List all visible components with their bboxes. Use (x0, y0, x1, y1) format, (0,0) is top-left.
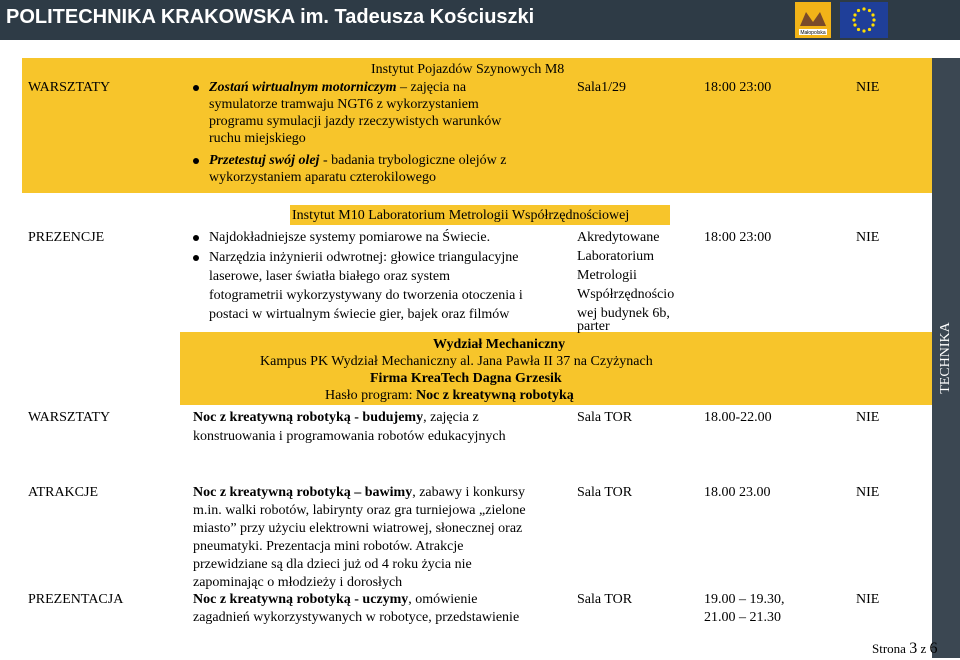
page-mid: z (917, 641, 930, 656)
activity-description-line: postaci w wirtualnym świecie gier, bajek oraz filmów (209, 307, 510, 322)
room-label: Sala TOR (577, 592, 633, 607)
activity-type-warsztaty: WARSZTATY (28, 410, 111, 425)
room-label: parter (577, 319, 610, 334)
svg-text:Małopolska: Małopolska (800, 30, 826, 36)
activity-description-line (193, 484, 525, 501)
time-range: 18.00 23.00 (704, 485, 771, 500)
room-label: Sala TOR (577, 410, 633, 425)
activity-description-line: zagadnień wykorzystywanych w robotyce, przedstawienie (193, 610, 520, 625)
activity-description-line: przewidziane są dla dzieci już od 4 roku życia nie (193, 557, 472, 572)
activity-description-line: fotogrametrii wykorzystywany do tworzenia otoczenia i (209, 288, 523, 303)
page-total: 6 (929, 640, 938, 657)
reservation-flag: NIE (856, 592, 880, 607)
activity-text: , zabawy i konkursy (412, 485, 525, 500)
reservation-flag: NIE (856, 485, 880, 500)
activity-description-line: Narzędzia inżynierii odwrotnej: głowice triangulacyjne (209, 250, 519, 265)
reservation-flag: NIE (856, 410, 880, 425)
room-label: Akredytowane (577, 230, 660, 245)
activity-type-prezentacja: PREZENTACJA (28, 592, 124, 607)
reservation-flag: NIE (856, 80, 880, 95)
program-motto (325, 387, 574, 404)
activity-description-line: wykorzystaniem aparatu czterokilowego (209, 170, 437, 185)
activity-title: Noc z kreatywną robotyką - uczymy (193, 592, 409, 607)
room-label: Laboratorium (577, 249, 654, 264)
room-label: Współrzędnościo (577, 287, 675, 302)
institute-title-m10: Instytut M10 Laboratorium Metrologii Współrzędnościowej (292, 208, 630, 223)
institute-title-m8: Instytut Pojazdów Szynowych M8 (371, 62, 565, 77)
malopolska-logo-icon (795, 2, 831, 38)
room-label: Sala1/29 (577, 80, 626, 95)
room-label: Metrologii (577, 268, 637, 283)
time-range: 18:00 23:00 (704, 230, 772, 245)
bullet-icon (193, 158, 199, 164)
activity-description-line: zapominając o młodzieży i dorosłych (193, 575, 403, 590)
activity-description-line: m.in. walki robotów, labirynty oraz gra turniejowa „zielone (193, 503, 526, 518)
page-prefix: Strona (872, 641, 910, 656)
time-range: 18.00-22.00 (704, 410, 772, 425)
motto-label: Hasło program: (325, 388, 416, 403)
activity-description-line: miasto” przy użyciu elektrowni wiatrowej, słonecznej oraz (193, 521, 523, 536)
activity-type-warsztaty: WARSZTATY (28, 80, 111, 95)
activity-description-line: konstruowania i programowania robotów edukacyjnych (193, 429, 506, 444)
activity-text: , zajęcia z (423, 410, 479, 425)
page-number (872, 640, 937, 658)
activity-type-atrakcje: ATRAKCJE (28, 485, 99, 500)
activity-description-line: programu symulacji jazdy rzeczywistych warunków (209, 114, 502, 129)
time-range: 18:00 23:00 (704, 80, 772, 95)
activity-title: Noc z kreatywną robotyką – bawimy (193, 485, 413, 500)
reservation-flag: NIE (856, 230, 880, 245)
bullet-icon (193, 85, 199, 91)
activity-text: - badania trybologiczne olejów z (319, 153, 507, 168)
bullet-icon (193, 235, 199, 241)
activity-description-line (193, 591, 478, 608)
room-label: Sala TOR (577, 485, 633, 500)
company-name: Firma KreaTech Dagna Grzesik (370, 371, 562, 386)
activity-description-line (209, 152, 506, 169)
room-label: wej budynek 6b, (577, 306, 670, 321)
category-sidebar-label (932, 58, 960, 658)
eu-flag-icon (840, 2, 888, 38)
time-range: 21.00 – 21.30 (704, 610, 781, 625)
category-label-text: TECHNIKA (938, 322, 953, 394)
page-current: 3 (909, 640, 918, 657)
page-header-title: POLITECHNIKA KRAKOWSKA im. Tadeusza Kościuszki (6, 6, 535, 28)
activity-description-line: pneumatyki. Prezentacja mini robotów. Atrakcje (193, 539, 464, 554)
bullet-icon (193, 255, 199, 261)
time-range: 19.00 – 19.30, (704, 592, 785, 607)
activity-description-line: symulatorze tramwaju NGT6 z wykorzystaniem (209, 97, 479, 112)
campus-address: Kampus PK Wydział Mechaniczny al. Jana Pawła II 37 na Czyżynach (260, 354, 653, 369)
activity-text: – zajęcia na (396, 80, 467, 95)
activity-title: Przetestuj swój olej (209, 153, 320, 168)
activity-description-line: Najdokładniejsze systemy pomiarowe na Świecie. (209, 230, 491, 245)
activity-description-line (193, 409, 479, 426)
activity-type-prezencje: PREZENCJE (28, 230, 105, 245)
activity-title: Zostań wirtualnym motorniczym (209, 80, 397, 95)
motto-value: Noc z kreatywną robotyką (415, 388, 574, 403)
activity-title: Noc z kreatywną robotyką - budujemy (193, 410, 424, 425)
faculty-title: Wydział Mechaniczny (433, 337, 566, 352)
activity-description-line (209, 79, 466, 96)
activity-description-line: ruchu miejskiego (209, 131, 306, 146)
activity-description-line: laserowe, laser światła białego oraz system (209, 269, 451, 284)
activity-text: , omówienie (408, 592, 478, 607)
